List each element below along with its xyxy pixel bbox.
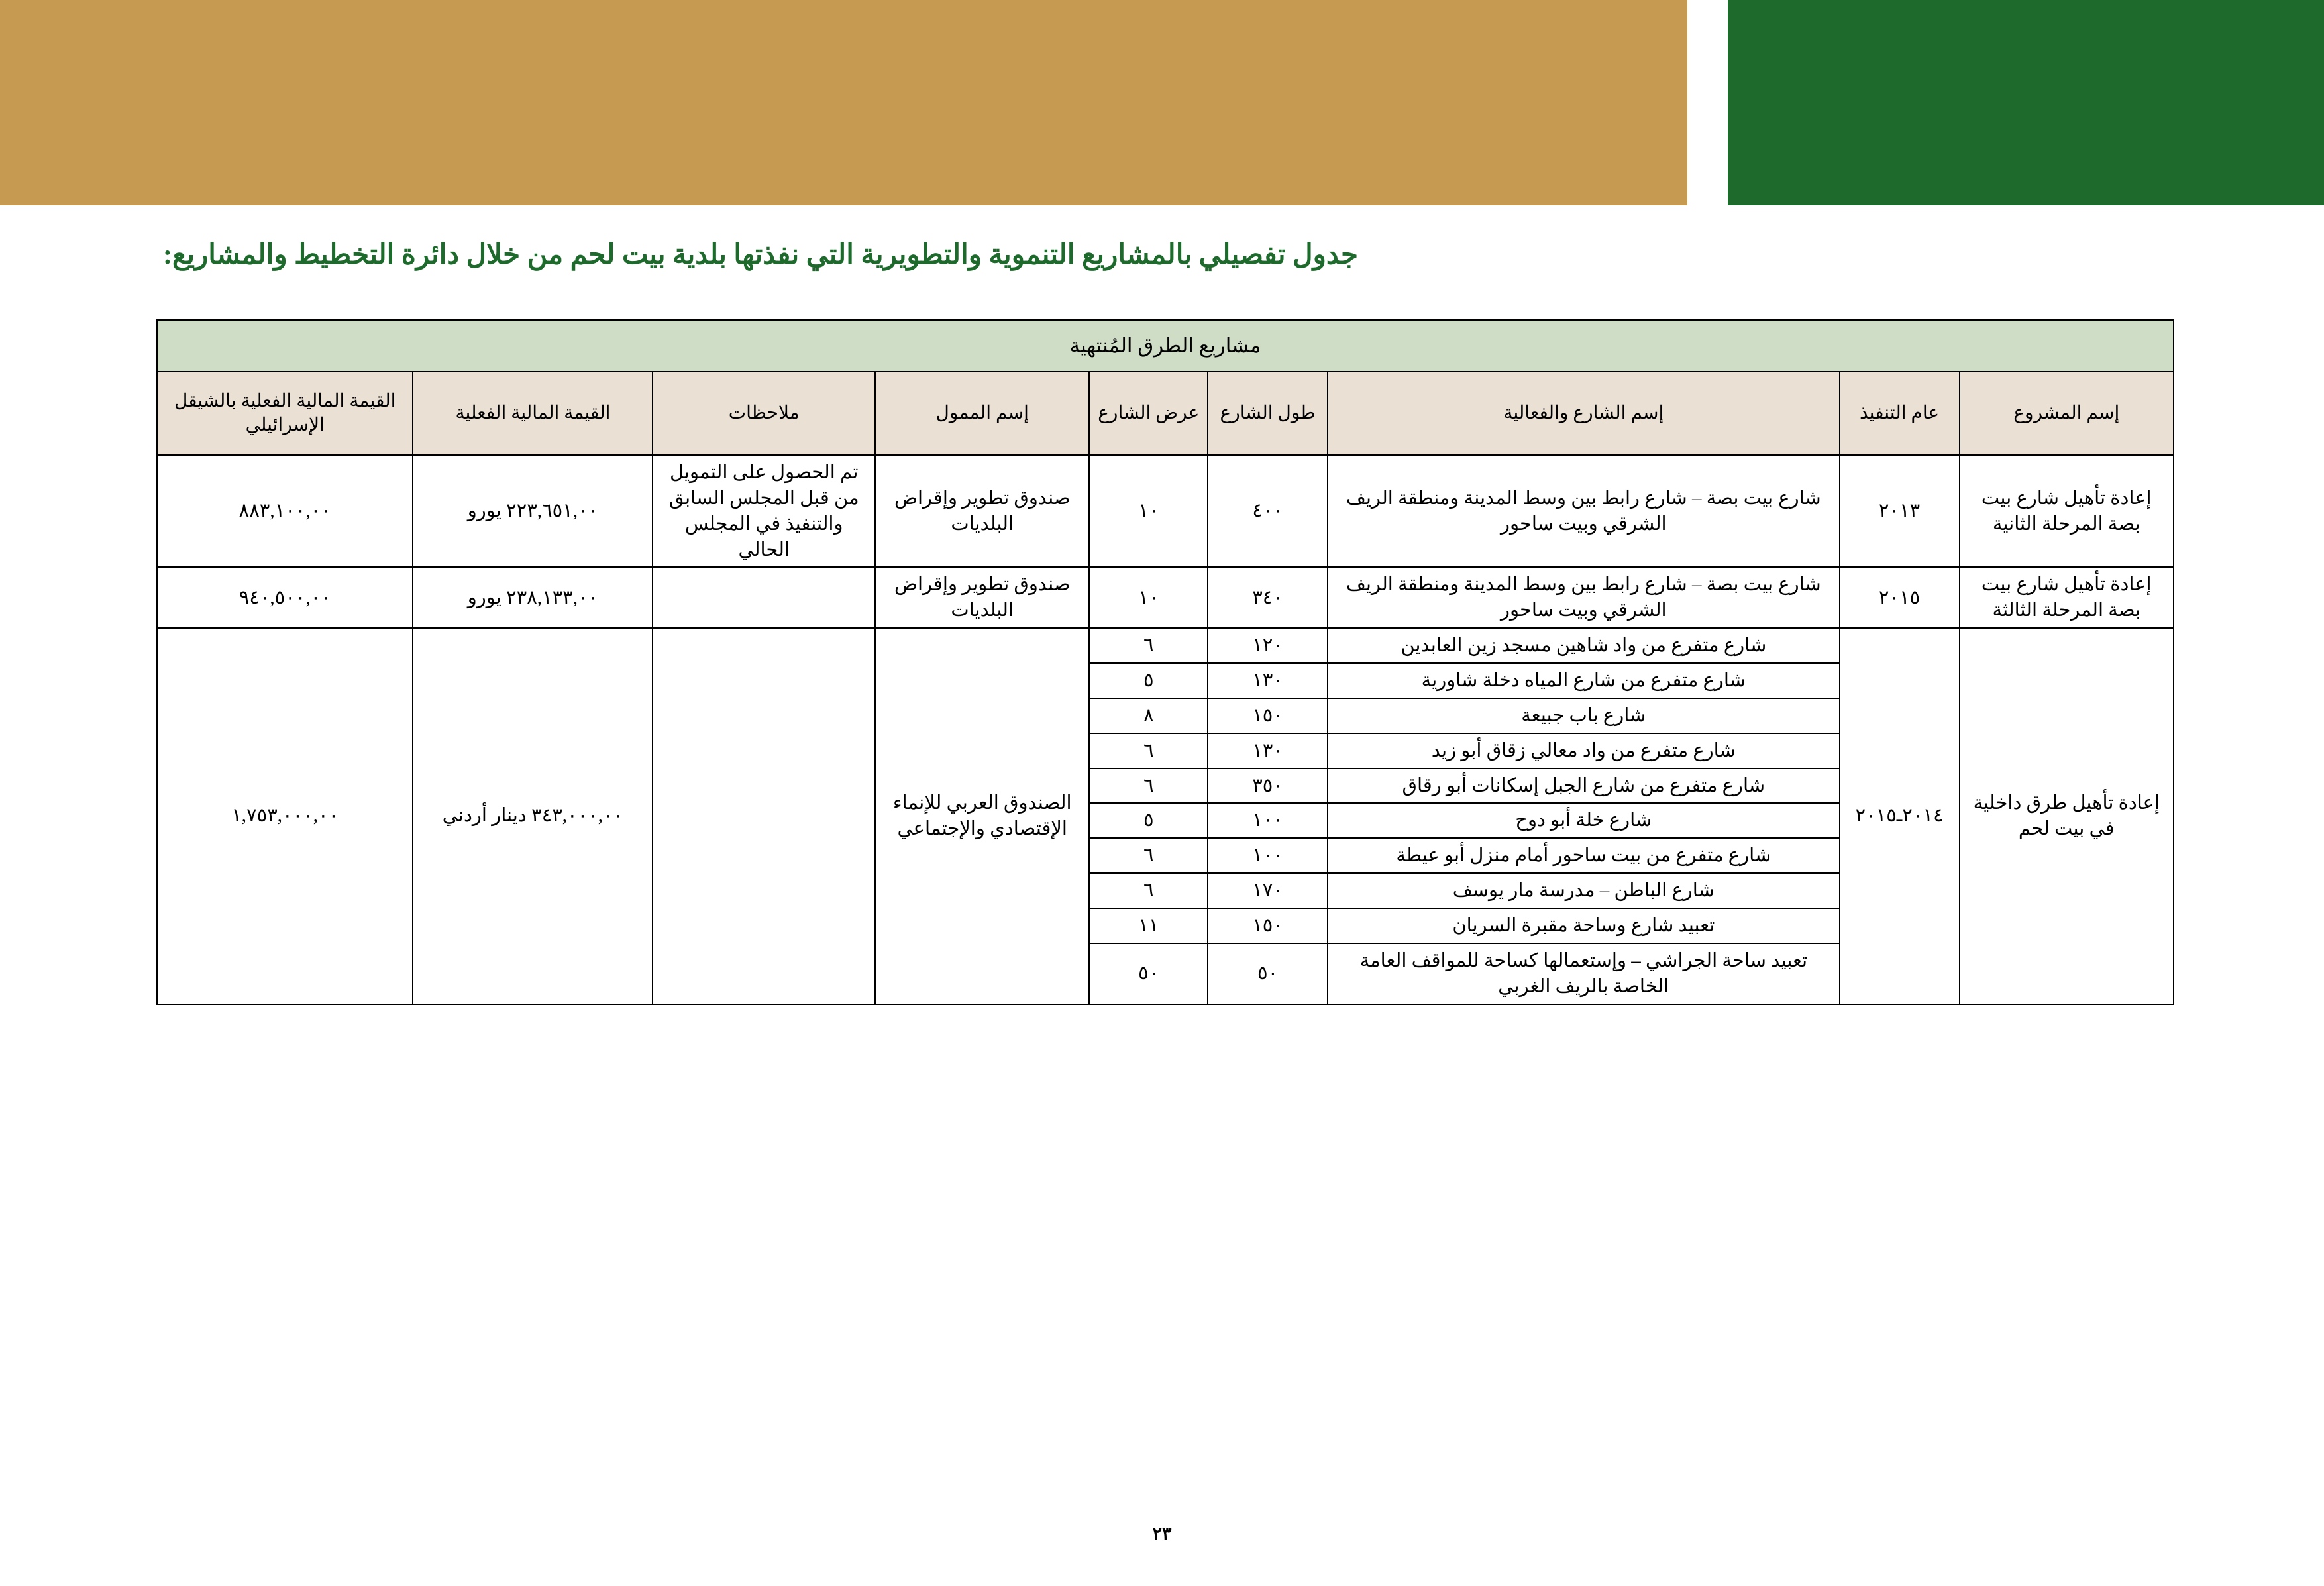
cell-street-name: شارع بيت بصة – شارع رابط بين وسط المدينة ومنطقة الريف الشرقي وبيت ساحور [1328,455,1839,567]
cell-execution-year: ٢٠١٤ـ٢٠١٥ [1840,628,1960,1004]
gold-band [0,0,1687,205]
cell-street-length: ١٠٠ [1208,803,1328,838]
table-row [157,455,2174,567]
column-header-street: إسم الشارع والفعالية [1328,372,1839,455]
cell-street-length: ١٥٠ [1208,908,1328,943]
table-banner-row [157,320,2174,372]
cell-execution-year: ٢٠١٥ [1840,567,1960,628]
cell-execution-year: ٢٠١٣ [1840,455,1960,567]
green-band [1728,0,2324,205]
cell-street-length: ١٣٠ [1208,663,1328,698]
cell-street-width: ٨ [1089,698,1208,733]
cell-funder-name: صندوق تطوير وإقراض البلديات [875,455,1089,567]
page-number: ٢٣ [1152,1524,1172,1544]
cell-street-name: شارع بيت بصة – شارع رابط بين وسط المدينة ومنطقة الريف الشرقي وبيت ساحور [1328,567,1839,628]
cell-funder-name: الصندوق العربي للإنماء الإقتصادي والإجتماعي [875,628,1089,1004]
cell-street-width: ٦ [1089,838,1208,873]
cell-street-name: شارع خلة أبو دوح [1328,803,1839,838]
page-title: جدول تفصيلي بالمشاريع التنموية والتطويرية التي نفذتها بلدية بيت لحم من خلال دائرة التخطيط والمشاريع: [163,240,1358,270]
cell-street-name: تعبيد ساحة الجراشي – وإستعمالها كساحة للمواقف العامة الخاصة بالريف الغربي [1328,943,1839,1004]
cell-street-length: ٣٤٠ [1208,567,1328,628]
cell-street-name: شارع متفرع من شارع الجبل إسكانات أبو رقاق [1328,768,1839,804]
column-header-notes: ملاحظات [653,372,875,455]
cell-street-length: ١٣٠ [1208,733,1328,768]
cell-street-width: ٥٠ [1089,943,1208,1004]
cell-value-actual: ٢٣٨,١٣٣,٠٠ يورو [413,567,653,628]
column-header-value-actual: القيمة المالية الفعلية [413,372,653,455]
cell-street-name: شارع متفرع من واد شاهين مسجد زين العابدين [1328,628,1839,663]
table-header-row [157,372,2174,455]
cell-street-length: ١٥٠ [1208,698,1328,733]
cell-street-name: شارع متفرع من بيت ساحور أمام منزل أبو عيطة [1328,838,1839,873]
cell-street-name: شارع باب جبيعة [1328,698,1839,733]
header-decoration [0,0,2324,205]
cell-street-length: ٣٥٠ [1208,768,1328,804]
cell-street-width: ١١ [1089,908,1208,943]
cell-street-width: ٦ [1089,733,1208,768]
cell-street-name: شارع متفرع من شارع المياه دخلة شاورية [1328,663,1839,698]
completed-roads-projects-table [156,319,2174,1005]
cell-value-actual: ٣٤٣,٠٠٠,٠٠ دينار أردني [413,628,653,1004]
column-header-year: عام التنفيذ [1840,372,1960,455]
cell-value-shekel: ٨٨٣,١٠٠,٠٠ [157,455,413,567]
banner-label: مشاريع الطرق المُنتهية [157,320,2174,372]
cell-notes [653,628,875,1004]
cell-project-name: إعادة تأهيل طرق داخلية في بيت لحم [1960,628,2174,1004]
projects-table-container [156,319,2174,1005]
column-header-width: عرض الشارع [1089,372,1208,455]
cell-street-name: شارع متفرع من واد معالي زقاق أبو زيد [1328,733,1839,768]
table-row [157,567,2174,628]
cell-street-width: ٥ [1089,803,1208,838]
table-row [157,628,2174,663]
cell-project-name: إعادة تأهيل شارع بيت بصة المرحلة الثالثة [1960,567,2174,628]
cell-street-name: تعبيد شارع وساحة مقبرة السريان [1328,908,1839,943]
column-header-value-shekel: القيمة المالية الفعلية بالشيقل الإسرائيلي [157,372,413,455]
column-header-funder: إسم الممول [875,372,1089,455]
cell-street-width: ١٠ [1089,567,1208,628]
cell-street-width: ٥ [1089,663,1208,698]
cell-street-length: ١٧٠ [1208,873,1328,908]
cell-street-length: ٤٠٠ [1208,455,1328,567]
cell-street-width: ١٠ [1089,455,1208,567]
cell-value-shekel: ١,٧٥٣,٠٠٠,٠٠ [157,628,413,1004]
cell-project-name: إعادة تأهيل شارع بيت بصة المرحلة الثانية [1960,455,2174,567]
cell-notes [653,567,875,628]
cell-street-length: ٥٠ [1208,943,1328,1004]
cell-street-length: ١٠٠ [1208,838,1328,873]
cell-street-width: ٦ [1089,873,1208,908]
cell-street-name: شارع الباطن – مدرسة مار يوسف [1328,873,1839,908]
cell-notes: تم الحصول على التمويل من قبل المجلس السابق والتنفيذ في المجلس الحالي [653,455,875,567]
cell-street-length: ١٢٠ [1208,628,1328,663]
cell-value-actual: ٢٢٣,٦٥١,٠٠ يورو [413,455,653,567]
column-header-length: طول الشارع [1208,372,1328,455]
column-header-project: إسم المشروع [1960,372,2174,455]
cell-street-width: ٦ [1089,628,1208,663]
cell-value-shekel: ٩٤٠,٥٠٠,٠٠ [157,567,413,628]
cell-street-width: ٦ [1089,768,1208,804]
cell-funder-name: صندوق تطوير وإقراض البلديات [875,567,1089,628]
